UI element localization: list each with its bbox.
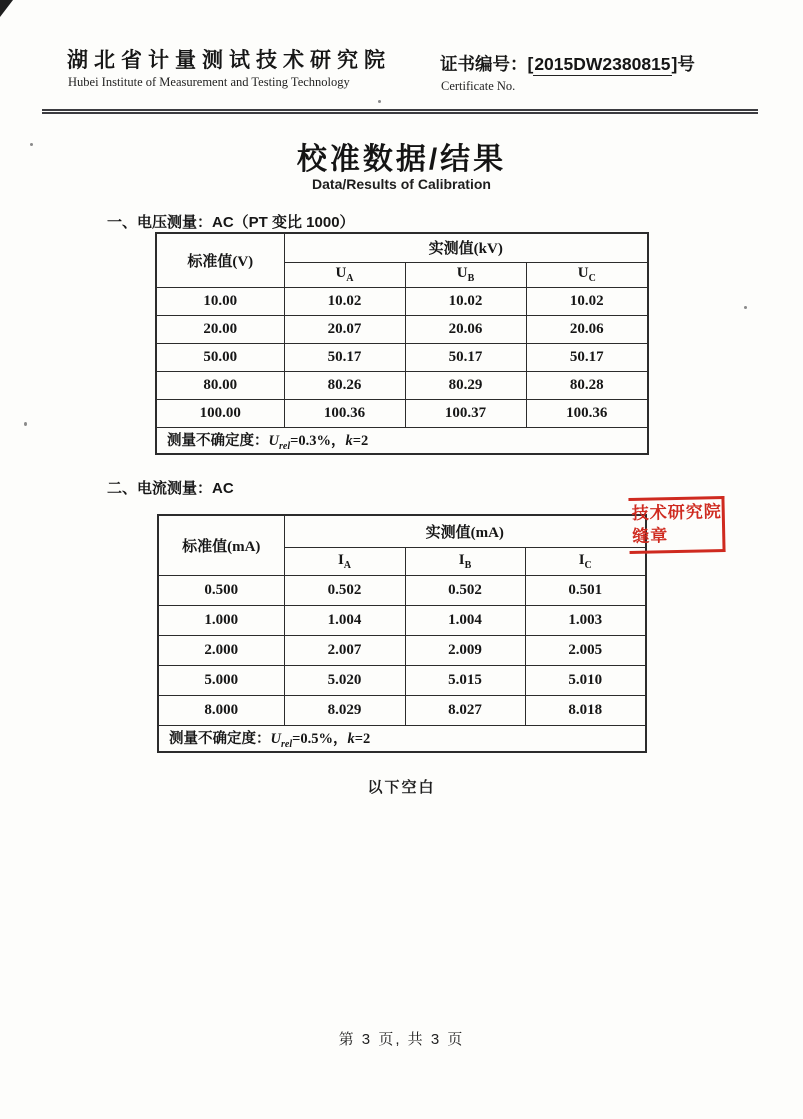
voltage-table xyxy=(155,232,649,455)
current-measured-value: 1.004 xyxy=(284,605,405,635)
table-row xyxy=(158,605,646,635)
current-standard-value: 1.000 xyxy=(158,605,284,635)
voltage-measured-value: 10.02 xyxy=(526,287,648,315)
current-measured-value: 8.029 xyxy=(284,695,405,725)
table-row xyxy=(158,575,646,605)
voltage-measured-value: 20.06 xyxy=(526,315,648,343)
voltage-measured-value: 20.06 xyxy=(405,315,526,343)
certificate-number-label: 证书编号： xyxy=(440,54,528,74)
current-phase-c-header: $I_C$ xyxy=(525,547,646,575)
voltage-standard-value: 50.00 xyxy=(156,343,284,371)
current-standard-value: 0.500 xyxy=(158,575,284,605)
voltage-measured-value: 100.36 xyxy=(526,399,648,427)
certificate-number-suffix: 号 xyxy=(677,54,695,74)
scan-speck xyxy=(24,422,27,426)
certificate-number-line xyxy=(440,51,695,76)
voltage-measured-value: 80.28 xyxy=(526,371,648,399)
table-row xyxy=(158,695,646,725)
table-row xyxy=(156,371,648,399)
voltage-phase-b-header: $U_B$ xyxy=(405,262,526,287)
institute-name-en: Hubei Institute of Measurement and Testing Technology xyxy=(68,75,350,89)
current-phase-a-header: $I_A$ xyxy=(284,547,405,575)
voltage-measured-value: 50.17 xyxy=(526,343,648,371)
voltage-standard-value: 80.00 xyxy=(156,371,284,399)
header-divider-rule xyxy=(42,109,758,114)
current-measured-value: 2.007 xyxy=(284,635,405,665)
voltage-phase-a-header: $U_A$ xyxy=(284,262,405,287)
voltage-measured-value: 10.02 xyxy=(405,287,526,315)
current-measured-value: 1.004 xyxy=(405,605,525,635)
voltage-standard-value: 10.00 xyxy=(156,287,284,315)
voltage-measured-value: 80.26 xyxy=(284,371,405,399)
current-standard-value: 5.000 xyxy=(158,665,284,695)
voltage-measured-value: 100.36 xyxy=(284,399,405,427)
current-standard-value: 8.000 xyxy=(158,695,284,725)
current-measured-value: 5.020 xyxy=(284,665,405,695)
voltage-phase-c-header: $U_C$ xyxy=(526,262,648,287)
voltage-standard-header: 标准值(V) xyxy=(156,233,284,287)
certificate-number: 2015DW2380815 xyxy=(534,54,671,74)
current-measured-value: 0.502 xyxy=(405,575,525,605)
current-measured-header: 实测值(mA) xyxy=(284,515,646,547)
scan-speck xyxy=(378,100,381,103)
current-standard-value: 2.000 xyxy=(158,635,284,665)
document-title-cn: 校准数据/结果 xyxy=(296,143,507,176)
scan-speck xyxy=(744,306,747,309)
current-measured-value: 2.005 xyxy=(525,635,646,665)
table-row xyxy=(156,343,648,371)
voltage-uncertainty-row xyxy=(156,427,648,454)
table-row xyxy=(158,635,646,665)
table-row xyxy=(156,399,648,427)
voltage-measured-value: 10.02 xyxy=(284,287,405,315)
cross-page-seal-stamp xyxy=(628,496,725,554)
voltage-measured-header: 实测值(kV) xyxy=(284,233,648,262)
stamp-line-1: 技术研究院 xyxy=(631,502,722,523)
current-measured-value: 1.003 xyxy=(525,605,646,635)
section-heading-current: 二、电流测量：AC xyxy=(107,480,234,497)
voltage-measured-value: 50.17 xyxy=(284,343,405,371)
voltage-measured-value: 20.07 xyxy=(284,315,405,343)
current-measured-value: 5.010 xyxy=(525,665,646,695)
section-heading-voltage: 一、电压测量：AC（PT 变比 1000） xyxy=(107,214,355,231)
scan-corner-mark xyxy=(0,0,13,17)
current-measured-value: 5.015 xyxy=(405,665,525,695)
certificate-bracket-close: ] xyxy=(671,54,678,74)
page-number-footer: 第 3 页, 共 3 页 xyxy=(338,1031,465,1048)
voltage-measured-value: 50.17 xyxy=(405,343,526,371)
current-measured-value: 0.502 xyxy=(284,575,405,605)
certificate-number-label-en: Certificate No. xyxy=(441,79,516,93)
current-measured-value: 8.027 xyxy=(405,695,525,725)
voltage-standard-value: 100.00 xyxy=(156,399,284,427)
voltage-measured-value: 80.29 xyxy=(405,371,526,399)
current-phase-b-header: $I_B$ xyxy=(405,547,525,575)
current-uncertainty-text: 测量不确定度：$U_{rel}=0.5\%$，k=2 xyxy=(158,725,646,752)
table-row xyxy=(156,315,648,343)
current-table xyxy=(157,514,647,753)
current-standard-header: 标准值(mA) xyxy=(158,515,284,575)
blank-below-note: 以下空白 xyxy=(367,779,436,796)
voltage-uncertainty-text: 测量不确定度：$U_{rel}=0.3\%$，k=2 xyxy=(156,427,648,454)
stamp-line-2: 缝章 xyxy=(632,526,669,546)
table-row xyxy=(158,665,646,695)
voltage-measured-value: 100.37 xyxy=(405,399,526,427)
current-uncertainty-row xyxy=(158,725,646,752)
document-title-en: Data/Results of Calibration xyxy=(312,176,491,192)
current-measured-value: 8.018 xyxy=(525,695,646,725)
institute-name-cn: 湖北省计量测试技术研究院 xyxy=(67,49,391,72)
current-measured-value: 2.009 xyxy=(405,635,525,665)
voltage-standard-value: 20.00 xyxy=(156,315,284,343)
current-measured-value: 0.501 xyxy=(525,575,646,605)
table-row xyxy=(156,287,648,315)
certificate-bracket-open: [ xyxy=(527,54,534,74)
